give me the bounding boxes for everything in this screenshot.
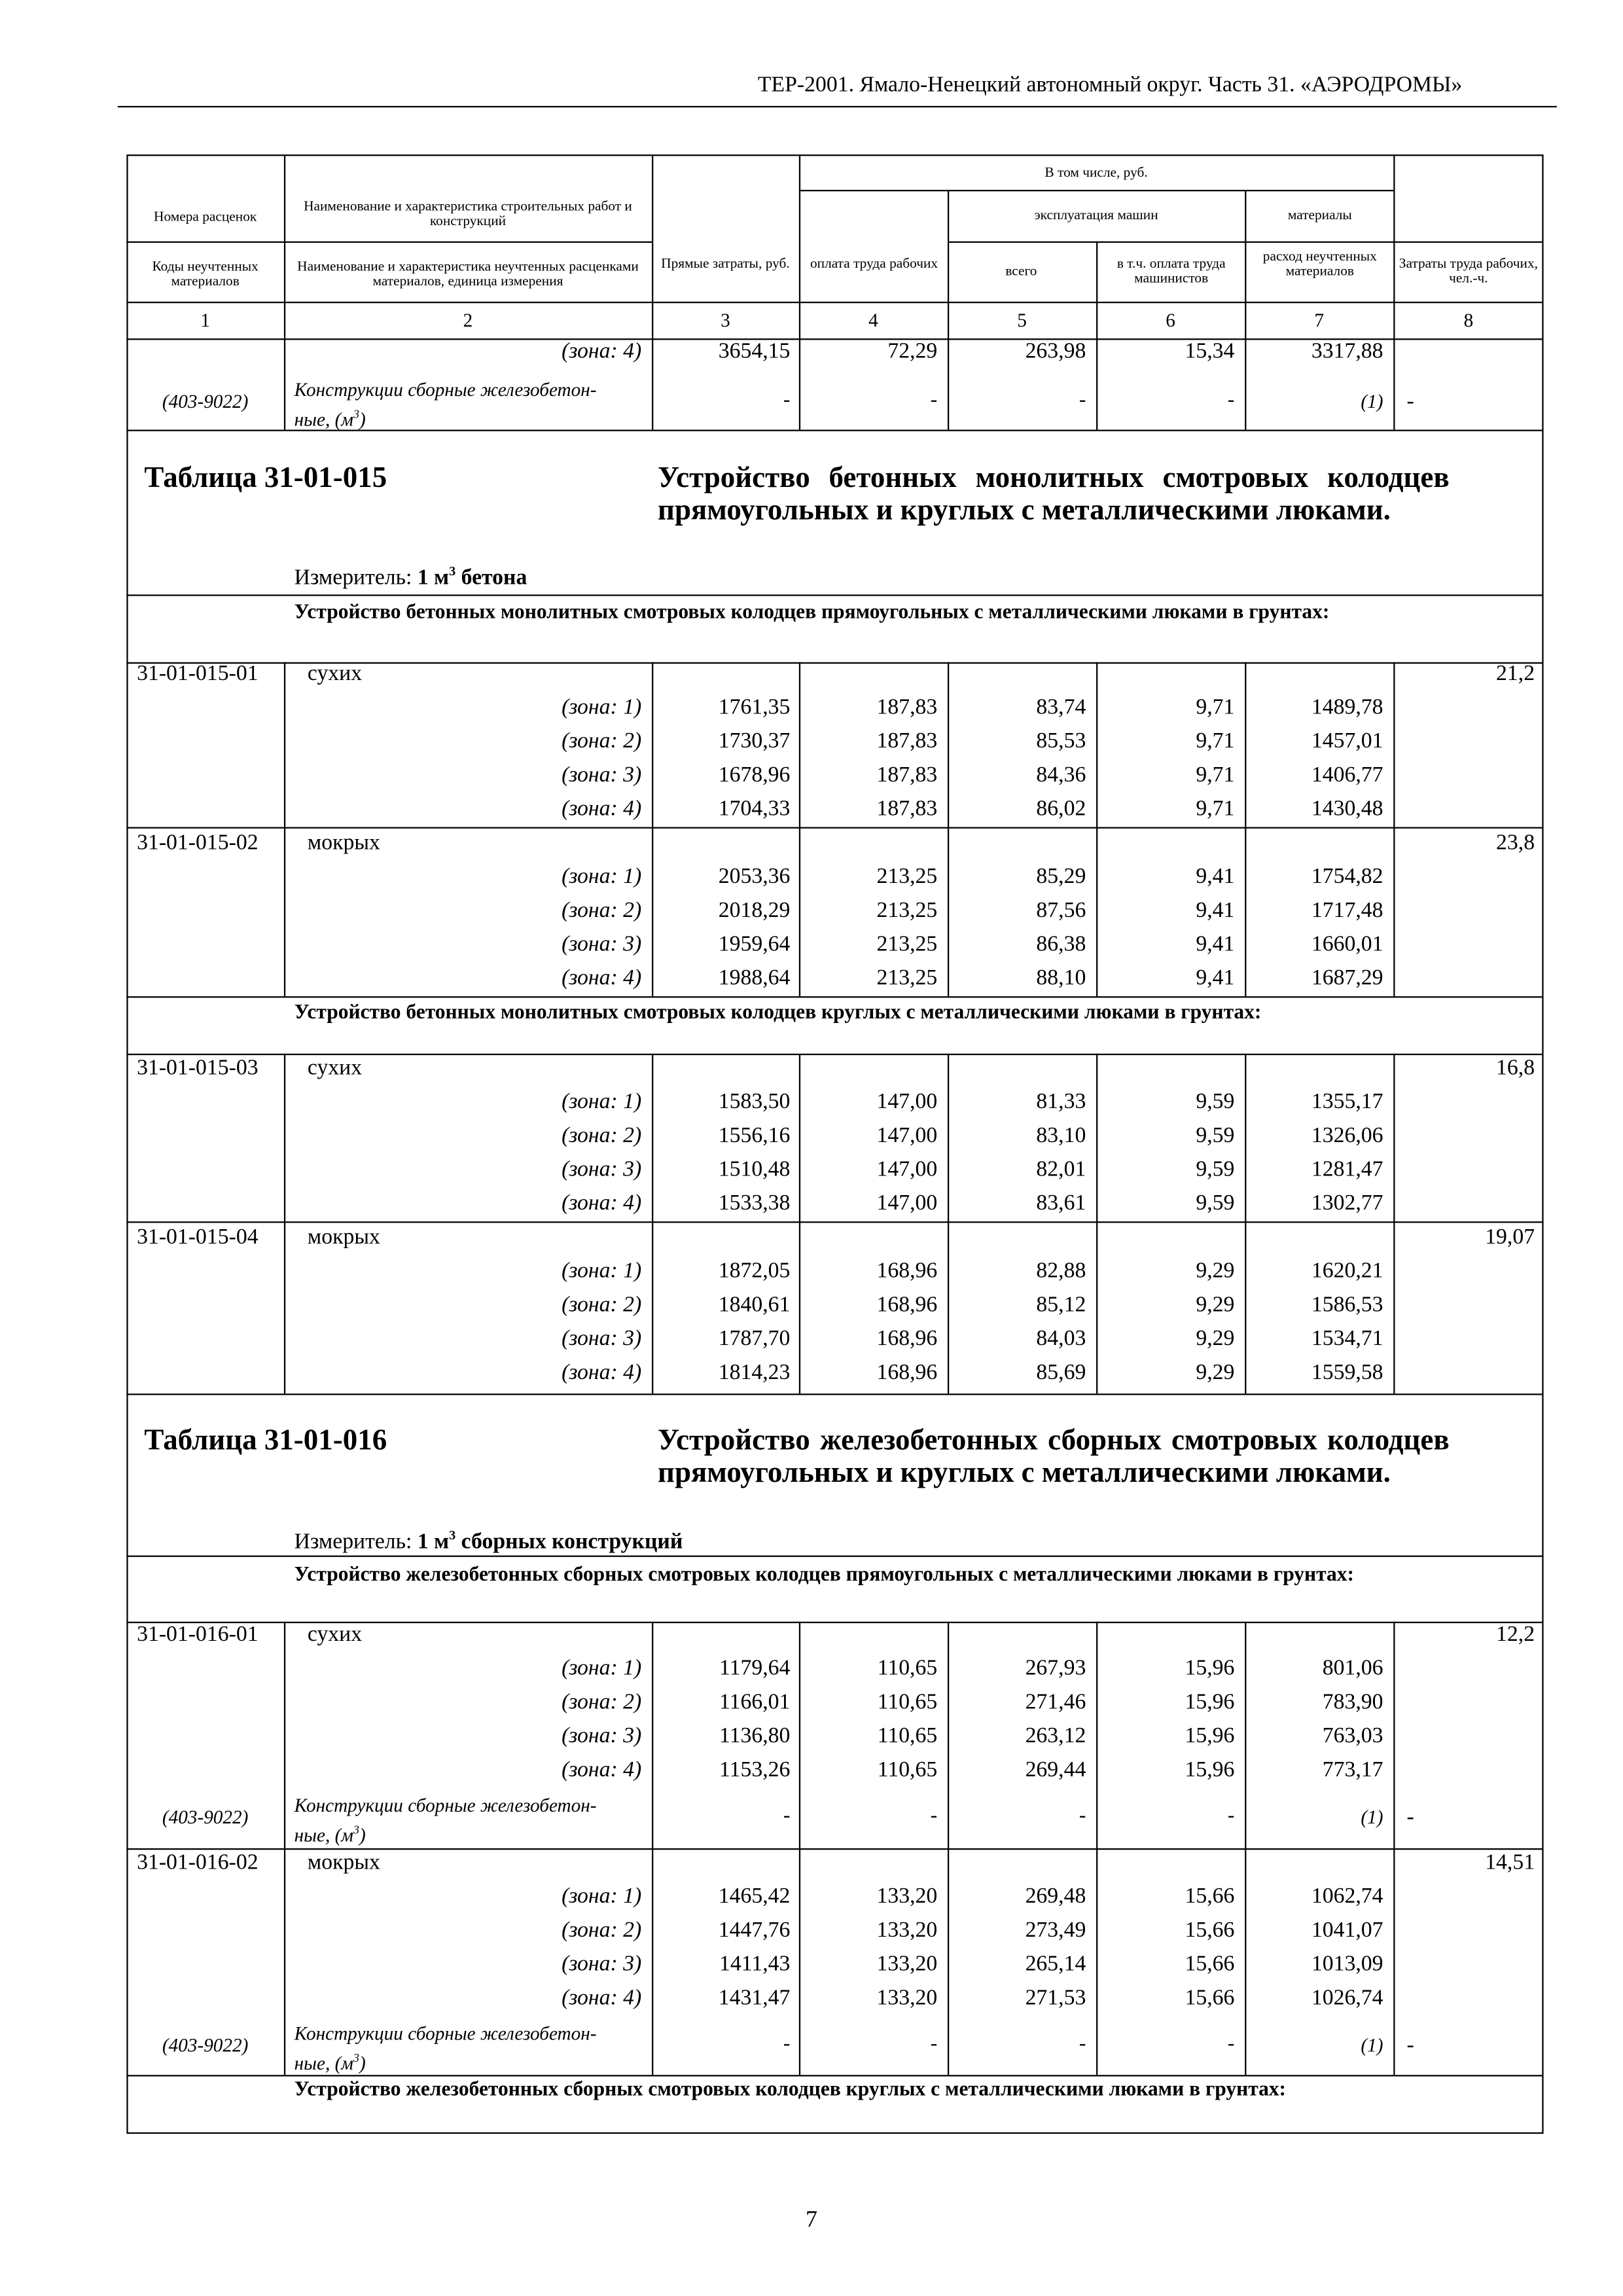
item-015-1-zone3-value-col5: 84,36 [1036,763,1086,787]
carry-row-zone4-value-col7: 3317,88 [1311,340,1383,364]
header-incl-rub: В том числе, руб. [1044,166,1148,181]
row-rule [126,1393,1543,1395]
item-015-2-zone4-value-col7: 1687,29 [1311,967,1383,991]
item-015-1-code: 31-01-015-01 [137,662,259,686]
item-015-2-labor-costs: 23,8 [1496,831,1535,855]
item-015-3-zone1-value-col5: 81,33 [1036,1090,1086,1115]
item-015-3-zone1-zone: (зона: 1) [562,1090,642,1115]
column-number-8: 8 [1463,309,1474,331]
item-015-2-zone3-zone: (зона: 3) [562,933,642,957]
item-015-2-zone3-value-col3: 1959,64 [718,933,791,957]
item-015-1-zone1-value-col7: 1489,78 [1311,696,1383,720]
column-number-7: 7 [1314,309,1324,331]
row-rule [126,242,652,243]
item-015-1-zone4-value-col4: 187,83 [876,797,938,821]
item-016-1-zone2-value-col5: 271,46 [1025,1691,1086,1715]
item-016-2-zone4-zone: (зона: 4) [562,1986,642,2011]
column-rule [1393,338,1395,429]
carry-row-zone4-value-col4: 72,29 [887,340,938,364]
item-016-1-material-value-col5: - [1079,1805,1086,1828]
item-015-2-zone4-value-col4: 213,25 [876,967,938,991]
item-015-4-zone2-zone: (зона: 2) [562,1293,642,1318]
item-016-2-zone4-value-col6: 15,66 [1185,1986,1235,2011]
item-015-3-zone2-value-col4: 147,00 [876,1124,938,1148]
item-015-4-zone2-value-col3: 1840,61 [718,1293,791,1318]
item-015-3-zone4-zone: (зона: 4) [562,1192,642,1216]
column-rule [1393,662,1395,996]
item-015-1-zone4-value-col5: 86,02 [1036,797,1086,821]
item-015-2-zone2-value-col3: 2018,29 [718,899,791,923]
item-015-1-zone3-value-col6: 9,71 [1196,763,1235,787]
header-total: всего [1005,264,1037,280]
item-015-3-zone4-value-col5: 83,61 [1036,1192,1086,1216]
table-016-title: Таблица 31-01-016 [144,1424,387,1457]
item-015-1-work-name: сухих [307,662,363,686]
item-016-1-material-value-col8: - [1406,1805,1414,1829]
item-016-1-zone1-value-col6: 15,96 [1185,1657,1235,1681]
item-016-2-zone1-zone: (зона: 1) [562,1885,642,1909]
item-016-1-zone2-value-col4: 110,65 [877,1691,938,1715]
carry-row-material-name-line1: Конструкции сборные железобетон- [294,378,597,401]
item-015-2-zone3-value-col5: 86,38 [1036,933,1086,957]
item-015-4-zone1-value-col5: 82,88 [1036,1259,1086,1283]
item-016-2-zone3-value-col7: 1013,09 [1311,1952,1383,1977]
item-016-2-zone2-value-col3: 1447,76 [718,1918,791,1943]
item-015-2-zone4-value-col6: 9,41 [1196,967,1235,991]
item-015-2-zone3-value-col4: 213,25 [876,933,938,957]
item-015-2-zone4-zone: (зона: 4) [562,967,642,991]
row-rule [126,1556,1543,1557]
item-015-4-zone2-value-col6: 9,29 [1196,1293,1235,1318]
item-016-2-zone3-value-col3: 1411,43 [719,1952,791,1977]
table-016-section-round: Устройство железобетонных сборных смотровых колодцев круглых с металлическими люками в грунтах: [294,2079,1287,2102]
item-016-2-material-name [294,2020,597,2075]
item-015-2-zone2-value-col4: 213,25 [876,899,938,923]
item-015-1-zone4-value-col6: 9,71 [1196,797,1235,821]
header-work-name: Наименование и характеристика строительных работ и конструкций [304,200,632,230]
item-015-1-zone3-value-col3: 1678,96 [718,763,791,787]
item-016-1-material-value-col6: - [1227,1805,1235,1828]
column-rule [1393,1848,1395,2075]
item-015-4-zone4-value-col6: 9,29 [1196,1361,1235,1385]
item-016-1-zone4-value-col3: 1153,26 [719,1758,791,1782]
column-number-3: 3 [721,309,730,331]
item-015-4-zone2-value-col5: 85,12 [1036,1293,1086,1318]
item-015-4-zone3-value-col3: 1787,70 [718,1327,791,1352]
row-rule [126,1221,1543,1223]
item-015-4-zone2-value-col4: 168,96 [876,1293,938,1318]
item-015-3-zone3-value-col5: 82,01 [1036,1158,1086,1182]
item-015-4-zone4-zone: (зона: 4) [562,1361,642,1385]
item-016-1-zone2-value-col7: 783,90 [1322,1691,1383,1715]
header-unaccounted-materials: расход неучтенных материалов [1262,250,1377,280]
item-015-3-zone3-value-col3: 1510,48 [718,1158,791,1182]
item-016-1-work-name: сухих [307,1623,363,1647]
item-015-3-zone2-value-col3: 1556,16 [718,1124,791,1148]
header-rule [118,106,1557,107]
item-016-2-zone2-value-col7: 1041,07 [1311,1918,1383,1943]
column-number-4: 4 [868,309,878,331]
running-title: ТЕР-2001. Ямало-Ненецкий автономный округ. Часть 31. «АЭРОДРОМЫ» [757,73,1463,98]
row-rule [126,1054,1543,1055]
item-016-1-zone3-value-col3: 1136,80 [719,1725,791,1749]
item-015-4-zone4-value-col3: 1814,23 [718,1361,791,1385]
item-016-2-material-name-line1: Конструкции сборные железобетон- [294,2022,597,2045]
item-015-2-zone1-value-col5: 85,29 [1036,865,1086,889]
carry-row-zone4-zone: (зона: 4) [562,340,642,364]
item-015-3-work-name: сухих [307,1056,363,1081]
table-016-meter: Измеритель: 1 $м^3$ сборных конструкций [294,1527,683,1554]
item-016-2-zone1-value-col5: 269,48 [1025,1885,1086,1909]
column-number-1: 1 [200,309,210,331]
header-machine-op: эксплуатация машин [1034,209,1158,224]
table-016-description: Устройство железобетонных сборных смотровых колодцев прямоугольных и круглых с металлическими люками. [658,1424,1450,1490]
row-rule [126,594,1543,596]
item-015-1-zone1-zone: (зона: 1) [562,696,642,720]
item-015-4-zone3-value-col4: 168,96 [876,1327,938,1352]
item-015-1-zone3-zone: (зона: 3) [562,763,642,787]
item-015-4-zone3-value-col5: 84,03 [1036,1327,1086,1352]
item-015-3-zone1-value-col6: 9,59 [1196,1090,1235,1115]
column-number-2: 2 [463,309,473,331]
item-016-2-zone2-value-col5: 273,49 [1025,1918,1086,1943]
item-015-2-zone1-value-col4: 213,25 [876,865,938,889]
table-015-description: Устройство бетонных монолитных смотровых колодцев прямоугольных и круглых с металлическими люками. [658,461,1450,527]
item-015-2-zone2-value-col7: 1717,48 [1311,899,1383,923]
item-015-3-zone3-value-col4: 147,00 [876,1158,938,1182]
item-016-1-zone1-value-col5: 267,93 [1025,1657,1086,1681]
item-015-1-zone3-value-col4: 187,83 [876,763,938,787]
item-015-1-zone2-value-col3: 1730,37 [718,730,791,754]
item-016-2-zone3-zone: (зона: 3) [562,1952,642,1977]
item-016-1-zone3-value-col6: 15,96 [1185,1725,1235,1749]
item-016-2-material-value-col6: - [1227,2034,1235,2056]
item-015-1-zone1-value-col5: 83,74 [1036,696,1086,720]
item-016-2-zone4-value-col5: 271,53 [1025,1986,1086,2011]
item-015-4-zone1-value-col6: 9,29 [1196,1259,1235,1283]
item-015-4-zone1-value-col4: 168,96 [876,1259,938,1283]
item-015-3-zone3-zone: (зона: 3) [562,1158,642,1182]
item-016-1-zone1-zone: (зона: 1) [562,1657,642,1681]
item-015-2-code: 31-01-015-02 [137,831,259,855]
item-015-1-zone2-value-col5: 85,53 [1036,730,1086,754]
item-015-2-zone1-value-col6: 9,41 [1196,865,1235,889]
item-015-1-zone1-value-col6: 9,71 [1196,696,1235,720]
item-016-1-zone2-value-col6: 15,96 [1185,1691,1235,1715]
item-015-1-zone4-value-col7: 1430,48 [1311,797,1383,821]
item-015-1-zone3-value-col7: 1406,77 [1311,763,1383,787]
item-015-2-work-name: мокрых [307,831,380,855]
item-015-2-zone1-value-col7: 1754,82 [1311,865,1383,889]
header-incl-machinists: в т.ч. оплата труда машинистов [1116,257,1226,287]
item-016-1-zone3-value-col7: 763,03 [1322,1725,1383,1749]
item-016-1-zone4-value-col6: 15,96 [1185,1758,1235,1782]
item-016-2-zone1-value-col4: 133,20 [876,1885,938,1909]
item-015-4-zone1-zone: (зона: 1) [562,1259,642,1283]
item-015-4-labor-costs: 19,07 [1485,1225,1535,1249]
item-016-2-zone3-value-col6: 15,66 [1185,1952,1235,1977]
carry-row-material-value-col8: - [1406,389,1414,414]
item-015-1-zone2-value-col6: 9,71 [1196,730,1235,754]
item-016-2-zone1-value-col6: 15,66 [1185,1885,1235,1909]
item-015-3-zone1-value-col3: 1583,50 [718,1090,791,1115]
item-016-1-material-name-sup: 3 [353,1823,359,1837]
item-015-1-zone2-zone: (зона: 2) [562,730,642,754]
item-016-2-zone4-value-col3: 1431,47 [718,1986,791,2011]
table-015-meter: Измеритель: 1 $м^3$ бетона [294,564,527,590]
item-015-4-zone3-value-col6: 9,29 [1196,1327,1235,1352]
row-rule [126,996,1543,997]
page-number: 7 [805,2207,817,2233]
item-016-2-zone1-value-col3: 1465,42 [718,1885,791,1909]
item-016-2-material-value-col3: - [783,2034,791,2056]
item-016-2-zone3-value-col5: 265,14 [1025,1952,1086,1977]
item-015-2-zone2-value-col5: 87,56 [1036,899,1086,923]
item-015-3-zone4-value-col6: 9,59 [1196,1192,1235,1216]
item-016-1-zone3-value-col4: 110,65 [877,1725,938,1749]
item-016-2-zone3-value-col4: 133,20 [876,1952,938,1977]
row-rule [1393,242,1543,243]
item-016-1-zone2-zone: (зона: 2) [562,1691,642,1715]
item-015-4-zone3-value-col7: 1534,71 [1311,1327,1383,1352]
header-material-name: Наименование и характеристика неучтенных расценками материалов, единица измерения [297,260,639,290]
item-016-2-labor-costs: 14,51 [1485,1851,1535,1875]
item-015-1-zone4-value-col3: 1704,33 [718,797,791,821]
column-rule [1393,1622,1395,1848]
item-016-1-zone4-value-col7: 773,17 [1322,1758,1383,1782]
header-labor-pay: оплата труда рабочих [810,257,938,272]
item-016-1-zone2-value-col3: 1166,01 [719,1691,791,1715]
table-016-section-rectangular: Устройство железобетонных сборных смотровых колодцев прямоугольных с металлическими люками в грунтах: [294,1564,1354,1587]
item-016-1-zone1-value-col4: 110,65 [877,1657,938,1681]
item-016-2-zone2-zone: (зона: 2) [562,1918,642,1943]
item-016-2-material-value-col5: - [1079,2034,1086,2056]
item-015-1-zone1-value-col3: 1761,35 [718,696,791,720]
item-015-3-code: 31-01-015-03 [137,1056,259,1081]
item-016-2-code: 31-01-016-02 [137,1851,259,1875]
item-015-1-zone4-zone: (зона: 4) [562,797,642,821]
header-rates-numbers: Номера расценок [154,210,257,226]
item-016-2-material-name-end: ) [359,2052,366,2074]
item-016-1-zone4-value-col5: 269,44 [1025,1758,1086,1782]
carry-row-material-name-end: ) [359,408,366,431]
item-016-1-zone1-value-col3: 1179,64 [719,1657,791,1681]
carry-row-zone4-value-col5: 263,98 [1025,340,1086,364]
item-016-2-zone2-value-col6: 15,66 [1185,1918,1235,1943]
item-015-3-zone3-value-col6: 9,59 [1196,1158,1235,1182]
carry-row-zone4-value-col3: 3654,15 [718,340,791,364]
item-016-2-zone4-value-col4: 133,20 [876,1986,938,2011]
item-015-3-zone2-value-col5: 83,10 [1036,1124,1086,1148]
item-015-4-zone1-value-col7: 1620,21 [1311,1259,1383,1283]
item-016-1-labor-costs: 12,2 [1496,1623,1535,1647]
header-labor-costs: Затраты труда рабочих, чел.-ч. [1399,257,1538,287]
item-015-2-zone4-value-col5: 88,10 [1036,967,1086,991]
carry-row-zone4-value-col6: 15,34 [1185,340,1235,364]
item-015-3-zone2-value-col7: 1326,06 [1311,1124,1383,1148]
item-016-1-zone4-value-col4: 110,65 [877,1758,938,1782]
column-number-5: 5 [1017,309,1027,331]
item-015-2-zone1-zone: (зона: 1) [562,865,642,889]
item-015-1-zone1-value-col4: 187,83 [876,696,938,720]
item-015-2-zone2-zone: (зона: 2) [562,899,642,923]
item-016-2-material-name-line2: ные, (м [294,2052,353,2074]
item-016-1-material-name-line1: Конструкции сборные железобетон- [294,1793,597,1816]
item-015-3-zone3-value-col7: 1281,47 [1311,1158,1383,1182]
item-015-3-zone1-value-col7: 1355,17 [1311,1090,1383,1115]
item-015-3-zone2-value-col6: 9,59 [1196,1124,1235,1148]
table-015-section-round: Устройство бетонных монолитных смотровых колодцев круглых с металлическими люками в грунтах: [294,1002,1262,1024]
carry-row-material-value-col7: (1) [1361,389,1383,412]
item-015-1-zone2-value-col4: 187,83 [876,730,938,754]
item-016-2-zone2-value-col4: 133,20 [876,1918,938,1943]
item-016-1-zone3-value-col5: 263,12 [1025,1725,1086,1749]
item-016-1-material-name-end: ) [359,1823,366,1846]
item-016-2-zone1-value-col7: 1062,74 [1311,1885,1383,1909]
item-016-1-zone1-value-col7: 801,06 [1322,1657,1383,1681]
row-rule [948,242,1393,243]
item-016-1-material-name-line2: ные, (м [294,1823,353,1846]
item-015-4-work-name: мокрых [307,1225,380,1249]
item-016-2-material-code: (403-9022) [162,2034,249,2056]
item-016-2-work-name: мокрых [307,1851,380,1875]
item-015-2-zone2-value-col6: 9,41 [1196,899,1235,923]
carry-row-material-name-sup: 3 [353,407,359,422]
item-015-4-zone4-value-col4: 168,96 [876,1361,938,1385]
item-015-2-zone1-value-col3: 2053,36 [718,865,791,889]
header-direct-costs: Прямые затраты, руб. [661,257,790,272]
carry-row-material-value-col4: - [930,389,938,412]
header-material-codes: Коды неучтенных материалов [152,260,259,290]
item-015-4-zone2-value-col7: 1586,53 [1311,1293,1383,1318]
item-015-2-zone4-value-col3: 1988,64 [718,967,791,991]
item-015-2-zone3-value-col7: 1660,01 [1311,933,1383,957]
item-016-1-material-code: (403-9022) [162,1805,249,1828]
item-015-3-zone4-value-col7: 1302,77 [1311,1192,1383,1216]
item-016-1-material-name [294,1793,597,1848]
item-016-2-material-value-col7: (1) [1361,2034,1383,2056]
item-016-2-material-value-col8: - [1406,2034,1414,2058]
item-015-4-zone4-value-col5: 85,69 [1036,1361,1086,1385]
item-015-1-zone2-value-col7: 1457,01 [1311,730,1383,754]
carry-row-material-value-col6: - [1227,389,1235,412]
item-016-1-zone3-zone: (зона: 3) [562,1725,642,1749]
item-015-2-zone3-value-col6: 9,41 [1196,933,1235,957]
row-rule [126,1848,1543,1850]
item-015-3-labor-costs: 16,8 [1496,1056,1535,1081]
table-015-title: Таблица 31-01-015 [144,461,387,495]
item-015-4-zone3-zone: (зона: 3) [562,1327,642,1352]
item-016-1-zone4-zone: (зона: 4) [562,1758,642,1782]
item-015-1-labor-costs: 21,2 [1496,662,1535,686]
item-016-1-material-value-col7: (1) [1361,1805,1383,1828]
carry-row-material-code: (403-9022) [162,389,249,412]
item-015-3-zone4-value-col3: 1533,38 [718,1192,791,1216]
item-016-1-material-value-col4: - [930,1805,938,1828]
item-016-2-zone4-value-col7: 1026,74 [1311,1986,1383,2011]
row-rule [799,190,1393,191]
carry-row-material-name-line2: ные, (м [294,408,353,431]
item-015-3-zone1-value-col4: 147,00 [876,1090,938,1115]
item-015-4-zone4-value-col7: 1559,58 [1311,1361,1383,1385]
item-016-1-material-value-col3: - [783,1805,791,1828]
row-rule [126,302,1543,303]
header-materials: материалы [1287,209,1352,224]
column-number-6: 6 [1166,309,1175,331]
item-015-3-zone4-value-col4: 147,00 [876,1192,938,1216]
carry-row-material-value-col5: - [1079,389,1086,412]
carry-row-material-value-col3: - [783,389,791,412]
item-015-4-zone1-value-col3: 1872,05 [718,1259,791,1283]
row-rule [126,827,1543,829]
item-015-4-code: 31-01-015-04 [137,1225,259,1249]
item-016-1-code: 31-01-016-01 [137,1623,259,1647]
table-015-section-rectangular: Устройство бетонных монолитных смотровых колодцев прямоугольных с металлическими люками в грунтах: [294,601,1330,624]
item-015-3-zone2-zone: (зона: 2) [562,1124,642,1148]
item-016-2-material-name-sup: 3 [353,2051,359,2065]
carry-row-material-name [294,377,597,432]
item-016-2-material-value-col4: - [930,2034,938,2056]
